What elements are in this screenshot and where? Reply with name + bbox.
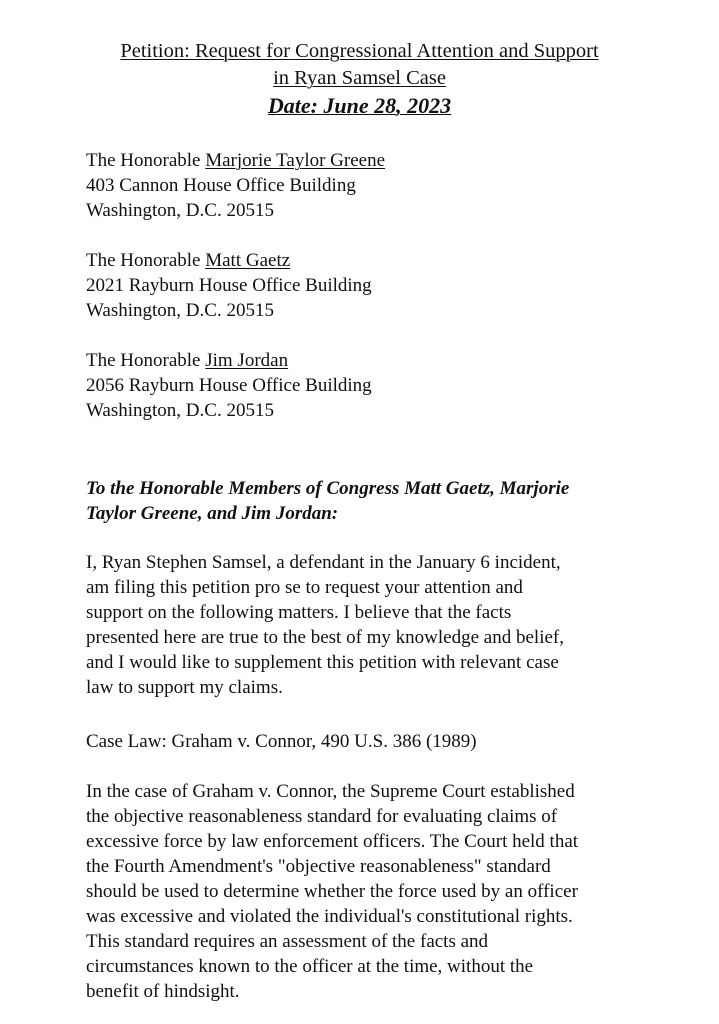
paragraph-line: support on the following matters. I believe that the facts	[86, 602, 512, 623]
petition-title-line-1: Petition: Request for Congressional Attention and Support	[120, 40, 599, 62]
case-law-paragraph	[86, 779, 686, 1004]
paragraph-line: law to support my claims.	[86, 677, 283, 698]
paragraph-line: presented here are true to the best of my knowledge and belief,	[86, 627, 564, 648]
recipient-name: Matt Gaetz	[205, 250, 291, 271]
recipient-city: Washington, D.C. 20515	[86, 200, 274, 221]
recipient-office: 2056 Rayburn House Office Building	[86, 375, 372, 396]
recipient-city: Washington, D.C. 20515	[86, 300, 274, 321]
recipient-office: 403 Cannon House Office Building	[86, 175, 356, 196]
paragraph-line: was excessive and violated the individual's constitutional rights.	[86, 906, 573, 927]
recipient-name: Marjorie Taylor Greene	[205, 150, 386, 171]
recipient-city: Washington, D.C. 20515	[86, 400, 274, 421]
recipient-name-line	[86, 348, 686, 373]
paragraph-line: circumstances known to the officer at the time, without the	[86, 956, 534, 977]
paragraph-line: the Fourth Amendment's "objective reasonableness" standard	[86, 856, 551, 877]
recipient-name: Jim Jordan	[205, 350, 289, 371]
honorific: The Honorable	[86, 250, 206, 271]
petition-title-line-2: in Ryan Samsel Case	[273, 67, 446, 89]
recipient-name-line	[86, 248, 686, 273]
paragraph-line: In the case of Graham v. Connor, the Supreme Court established	[86, 781, 575, 802]
recipient-address-block	[86, 148, 686, 223]
recipient-name-line	[86, 148, 686, 173]
honorific: The Honorable	[86, 150, 206, 171]
paragraph-line: am filing this petition pro se to request your attention and	[86, 577, 523, 598]
paragraph-line: excessive force by law enforcement officers. The Court held that	[86, 831, 579, 852]
paragraph-line: should be used to determine whether the force used by an officer	[86, 881, 578, 902]
paragraph-line: benefit of hindsight.	[86, 981, 240, 1002]
salutation-line: Taylor Greene, and Jim Jordan:	[86, 503, 339, 524]
petition-date: Date: June 28, 2023	[267, 93, 452, 118]
case-law-heading	[86, 729, 686, 754]
recipient-office: 2021 Rayburn House Office Building	[86, 275, 372, 296]
paragraph-line: the objective reasonableness standard for evaluating claims of	[86, 806, 558, 827]
case-law-citation: Case Law: Graham v. Connor, 490 U.S. 386 (1989)	[86, 731, 477, 752]
paragraph-line: This standard requires an assessment of the facts and	[86, 931, 489, 952]
recipient-address-block	[86, 348, 686, 423]
intro-paragraph	[86, 550, 686, 700]
salutation-line: To the Honorable Members of Congress Matt Gaetz, Marjorie	[86, 478, 570, 499]
recipient-address-block	[86, 248, 686, 323]
paragraph-line: and I would like to supplement this petition with relevant case	[86, 652, 559, 673]
salutation	[86, 476, 686, 526]
paragraph-line: I, Ryan Stephen Samsel, a defendant in the January 6 incident,	[86, 552, 561, 573]
honorific: The Honorable	[86, 350, 206, 371]
